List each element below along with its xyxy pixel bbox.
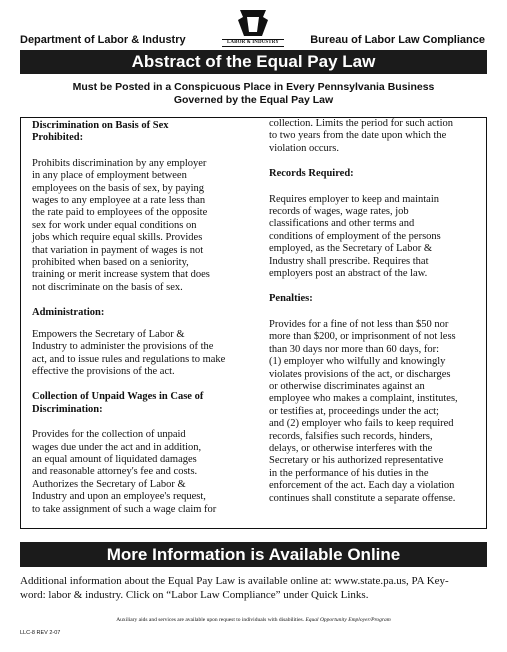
text-line: wages to any employee at a rate less than: [32, 195, 206, 207]
text-line: the rate paid to employees of the opposite: [32, 207, 208, 219]
discrimination-heading: Discrimination on Basis of Sex Prohibited:: [32, 120, 169, 144]
penalties-heading: Penalties:: [269, 293, 313, 305]
text-line: not discriminate on the basis of sex.: [32, 281, 183, 293]
penalties-text: [269, 319, 481, 505]
text-line: (1) employer who wilfully and knowingly: [269, 356, 446, 368]
text-line: employed, as the Secretary of Labor &: [269, 243, 432, 255]
collection-heading-line-2: Discrimination:: [32, 403, 103, 415]
discrimination-text: [32, 158, 249, 294]
equal-opportunity-note: Equal Opportunity Employer/Program: [305, 617, 391, 623]
text-line: or testifies at, proceedings under the act;: [269, 405, 439, 417]
text-line: and reasonable attorney's fee and costs.: [32, 466, 198, 478]
text-line: records, falsifies such records, hinders,: [269, 430, 433, 442]
text-line: an equal amount of liquidated damages: [32, 453, 197, 465]
accessibility-note: Auxiliary aids and services are available upon request to individuals with disabilities.: [116, 617, 305, 623]
logo-text: LABOR & INDUSTRY: [222, 39, 284, 47]
more-info-banner: More Information is Available Online: [20, 542, 487, 567]
collection-heading: [32, 391, 249, 416]
text-line: wages due under the act and in addition,: [32, 441, 202, 453]
posting-notice-line-1: Must be Posted in a Conspicuous Place in Every Pennsylvania Business: [72, 81, 435, 93]
text-line: employee who makes a complaint, institutes,: [269, 393, 458, 405]
text-line: Industry and upon an employee's request,: [32, 491, 206, 503]
text-line: Provides for a fine of not less than $50 nor: [269, 318, 449, 330]
page-title: Abstract of the Equal Pay Law: [20, 50, 487, 74]
text-line: records of wages, wage rates, job: [269, 206, 409, 218]
right-column: [269, 118, 481, 505]
text-line: Secretary or his authorized representative: [269, 455, 444, 467]
text-line: continues shall constitute a separate offense.: [269, 492, 456, 504]
labor-industry-logo: [222, 8, 284, 48]
collection-heading-line-1: Collection of Unpaid Wages in Case of: [32, 391, 204, 403]
records-text: [269, 194, 481, 281]
text-line: than 30 days nor more than 60 days, for:: [269, 343, 440, 355]
more-info-text: [20, 575, 487, 602]
accessibility-footnote: [0, 617, 507, 623]
text-line: or otherwise discriminates against an: [269, 380, 425, 392]
form-number: LLC-8 REV 2-07: [20, 630, 61, 636]
text-line: training or merit increase system that does: [32, 269, 210, 281]
text-line: effective the provisions of the act.: [32, 365, 175, 377]
text-line: Authorizes the Secretary of Labor &: [32, 478, 186, 490]
text-line: prohibited when based on a seniority,: [32, 257, 189, 269]
text-line: to two years from the date upon which the: [269, 130, 447, 142]
text-line: that variation in payment of wages is not: [32, 244, 204, 256]
text-line: Provides for the collection of unpaid: [32, 429, 186, 441]
collection-text: [32, 429, 249, 516]
administration-heading: Administration:: [32, 307, 105, 319]
text-line: in any place of employment between: [32, 170, 187, 182]
text-line: Prohibits discrimination by any employer: [32, 157, 207, 169]
more-info-line-2: word: labor & industry. Click on “Labor Law Compliance” under Quick Links.: [20, 588, 369, 601]
left-column: [32, 120, 249, 516]
posting-notice-line-2: Governed by the Equal Pay Law: [173, 94, 334, 106]
text-line: act, and to issue rules and regulations to make: [32, 353, 226, 365]
text-line: jobs which require equal skills. Provides: [32, 232, 203, 244]
department-name: Department of Labor & Industry: [20, 34, 186, 46]
text-line: delays, or otherwise interferes with the: [269, 442, 433, 454]
text-line: in the performance of his duties in the: [269, 467, 429, 479]
text-line: to take assignment of such a wage claim for: [32, 503, 217, 515]
more-info-line-1: Additional information about the Equal Pay Law is available online at: www.state.pa.us, PA Key-: [20, 575, 449, 587]
law-abstract-box: [20, 117, 487, 529]
text-line: violates provisions of the act, or discharges: [269, 368, 451, 380]
text-line: classifications and other terms and: [269, 218, 415, 230]
keystone-icon: [236, 8, 270, 38]
text-line: conditions of employment of the persons: [269, 230, 441, 242]
posting-notice: [20, 81, 487, 107]
collection-continuation-text: [269, 118, 481, 155]
administration-text: [32, 329, 249, 379]
text-line: collection. Limits the period for such action: [269, 118, 453, 129]
text-line: Requires employer to keep and maintain: [269, 193, 439, 205]
text-line: Empowers the Secretary of Labor &: [32, 328, 185, 340]
text-line: violation occurs.: [269, 142, 339, 154]
text-line: Industry shall prescribe. Requires that: [269, 255, 429, 267]
text-line: Industry to administer the provisions of the: [32, 341, 214, 353]
text-line: enforcement of the act. Each day a violation: [269, 480, 455, 492]
text-line: employers post an abstract of the law.: [269, 268, 428, 280]
text-line: employees on the basis of sex, by paying: [32, 182, 205, 194]
bureau-name: Bureau of Labor Law Compliance: [310, 34, 485, 46]
text-line: more than $200, or imprisonment of not less: [269, 331, 456, 343]
records-heading: Records Required:: [269, 168, 354, 180]
text-line: sex for work under equal conditions on: [32, 219, 197, 231]
text-line: and (2) employer who fails to keep required: [269, 418, 454, 430]
